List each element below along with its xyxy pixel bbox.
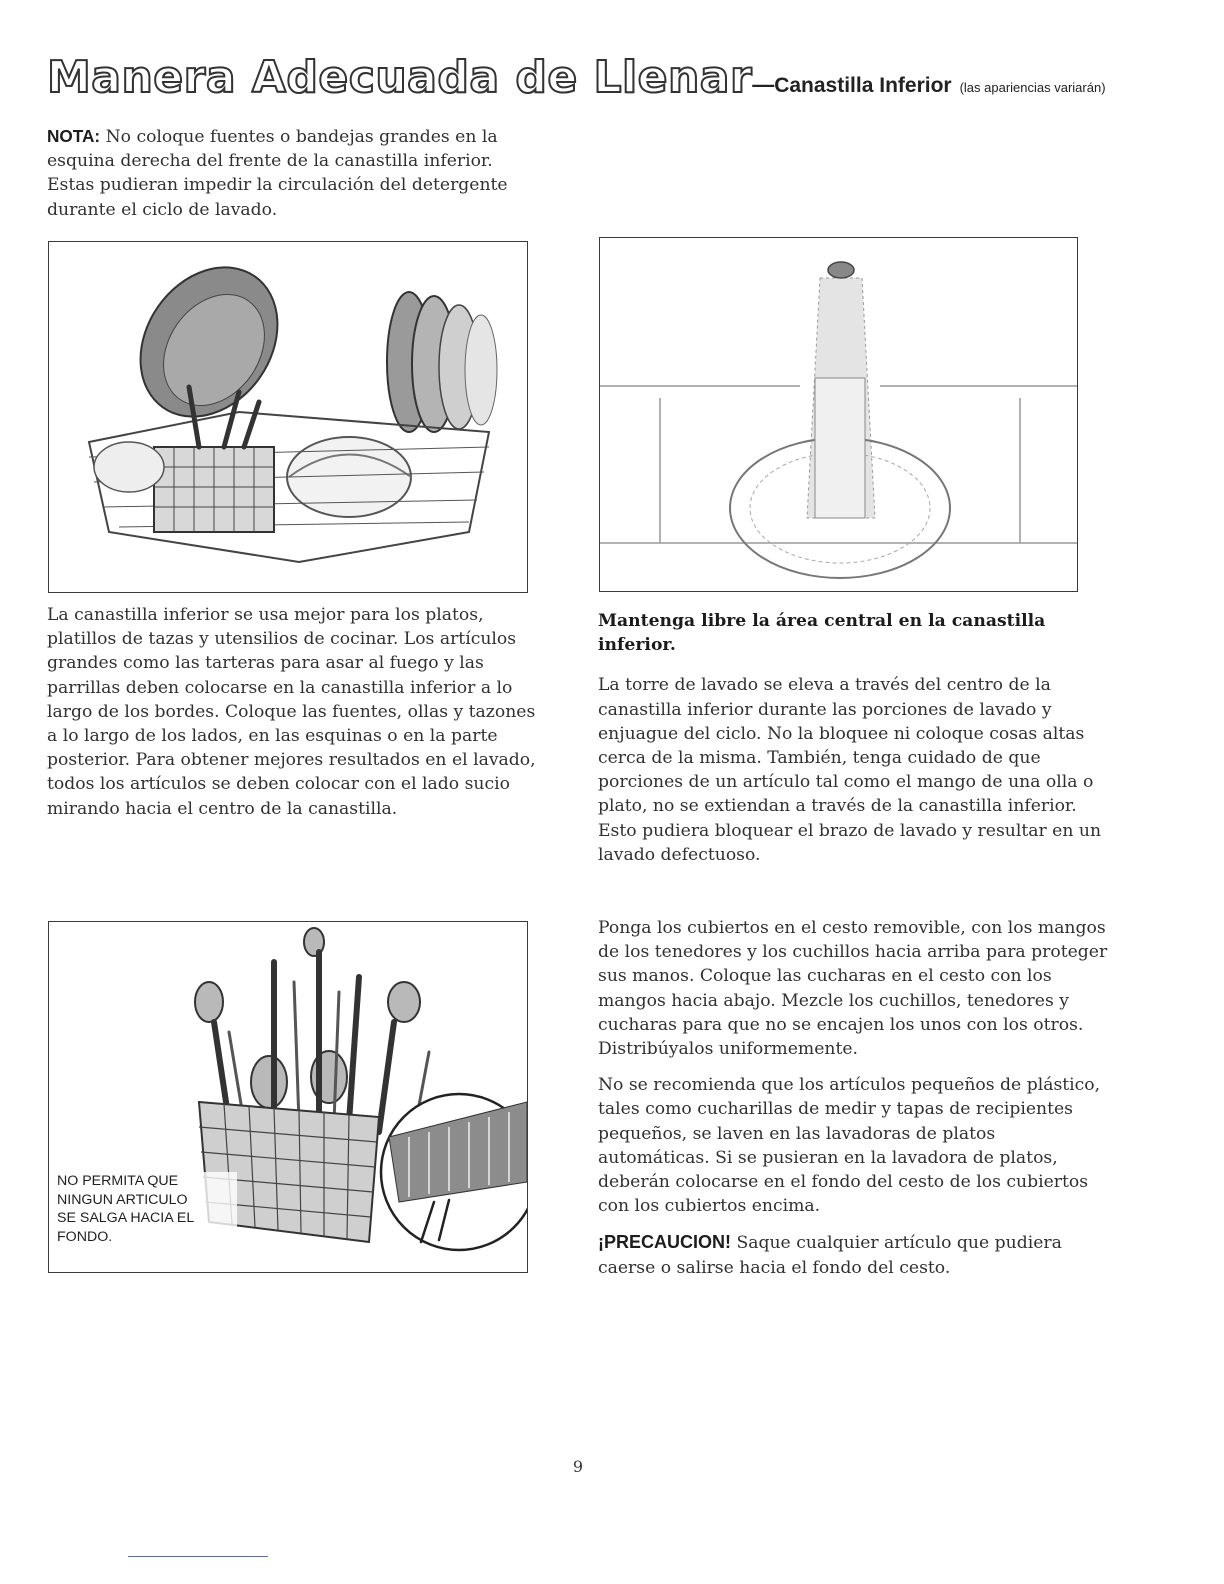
callout-line: NO PERMITA QUE [57, 1173, 179, 1189]
callout-line: FONDO. [57, 1228, 113, 1245]
wash-tower-illustration-icon [600, 238, 1077, 591]
lower-rack-paragraph [47, 603, 537, 821]
silverware-basket-figure [48, 921, 528, 1273]
title-note: (las apariencias variarán) [959, 80, 1106, 95]
lower-rack-figure [48, 241, 528, 593]
lower-rack-illustration-icon [49, 242, 527, 592]
nota-text: No coloque fuentes o bandejas grandes en la esquina derecha del frente de la canastilla inferior. Estas pudieran impedir la circulación del detergente durante el ciclo de lavado. [47, 127, 508, 220]
small-items-text: No se recomienda que los artículos pequeños de plástico, tales como cucharillas de medir y tapas de recipientes pequeños, se laven en las lavadoras de platos automáticas. Si se pusieran en la lavadora de platos, deberán colocarse en el fondo del cesto de los cubiertos con los cubiertos encima. [598, 1075, 1101, 1217]
footer-divider [128, 1556, 268, 1557]
caution-label: ¡PRECAUCION! [598, 1232, 731, 1253]
title-subtitle: Canastilla Inferior [774, 74, 952, 97]
cutlery-text: Ponga los cubiertos en el cesto removible, con los mangos de los tenedores y los cuchillos hacia arriba para proteger sus manos. Coloque las cucharas en el cesto con los mangos hacia abajo. Mezcle los cuchillos, tenedores y cucharas para que no se encajen los unos con los otros. Distribúyalos uniformemente. [598, 918, 1108, 1060]
caution-paragraph [598, 1230, 1108, 1279]
page-title [47, 52, 1187, 112]
wash-tower-figure [599, 237, 1078, 592]
nota-paragraph [47, 124, 542, 222]
title-main: Manera Adecuada de Llenar [47, 52, 753, 103]
cutlery-section [598, 916, 1108, 1280]
lower-rack-text: La canastilla inferior se usa mejor para los platos, platillos de tazas y utensilios de cocinar. Los artículos grandes como las tarteras para asar al fuego y las parrillas deben colocarse en la canastilla inferior a lo largo de los bordes. Coloque las fuentes, ollas y tazones a lo largo de los lados, en las esquinas o en la parte posterior. Para obtener mejores resultados en el lavado, todos los artículos se deben colocar con el lado sucio mirando hacia el centro de la canastilla. [47, 605, 536, 819]
page-number: 9 [572, 1457, 584, 1476]
caution-text: Saque cualquier artículo que pudiera caerse o salirse hacia el fondo del cesto. [598, 1233, 1062, 1278]
silverware-callout [57, 1172, 237, 1246]
nota-label: NOTA: [47, 126, 101, 146]
center-area-heading: Mantenga libre la área central en la canastilla inferior. [598, 611, 1046, 656]
center-area-text: La torre de lavado se eleva a través del centro de la canastilla inferior durante las porciones de lavado y enjuague del ciclo. No la bloquee ni coloque cosas altas cerca de la misma. También, tenga cuidado de que porciones de un artículo tal como el mango de una olla o plato, no se extiendan a través de la canastilla inferior. Esto pudiera bloquear el brazo de lavado y resultar en un lavado defectuoso. [598, 675, 1102, 865]
callout-line: NINGUN ARTICULO [57, 1191, 188, 1208]
callout-line: SE SALGA HACIA EL [57, 1210, 195, 1226]
center-area-section [598, 609, 1108, 867]
title-dash: — [752, 72, 775, 97]
